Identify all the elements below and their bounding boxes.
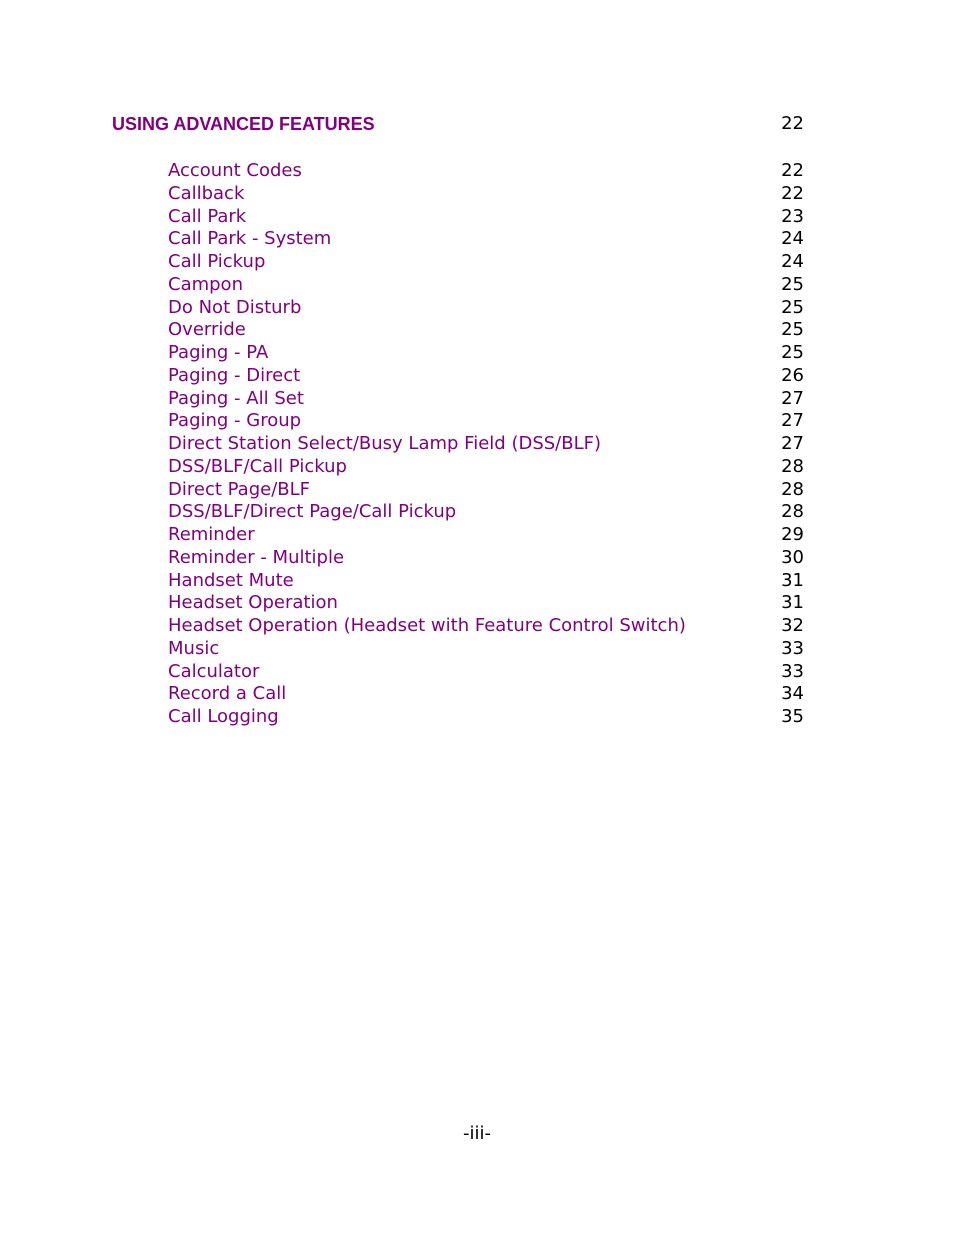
- toc-entry-campon: [168, 274, 804, 297]
- toc-entry-link[interactable]: Handset Mute: [168, 569, 294, 591]
- toc-entry-headset-operation: [168, 592, 804, 615]
- toc-entry-link[interactable]: Headset Operation (Headset with Feature Control Switch): [168, 615, 686, 636]
- toc-entry-call-park-system: [168, 228, 804, 251]
- toc-entry-page: 25: [781, 296, 804, 318]
- section-title-link[interactable]: USING ADVANCED FEATURES: [112, 114, 375, 134]
- toc-entry-paging-pa: [168, 342, 804, 365]
- toc-entry-link[interactable]: Reminder: [168, 524, 255, 545]
- toc-entry-do-not-disturb: [168, 297, 804, 320]
- toc-entry-direct-page-blf: [168, 479, 804, 502]
- toc-entry-page: 26: [781, 364, 804, 386]
- toc-entry-link[interactable]: DSS/BLF/Call Pickup: [168, 455, 347, 477]
- toc-entry-page: 31: [781, 592, 804, 614]
- toc-entry-page: 30: [781, 546, 804, 568]
- toc-list: [168, 160, 804, 729]
- toc-entry-link[interactable]: Music: [168, 637, 220, 659]
- toc-entry-dss-blf-call-pickup: [168, 456, 804, 479]
- toc-entry-page: 24: [781, 228, 804, 250]
- toc-entry-link[interactable]: Paging - Direct: [168, 364, 301, 386]
- toc-entry-page: 22: [781, 182, 804, 204]
- toc-entry-page: 34: [781, 683, 804, 705]
- toc-entry-page: 22: [781, 160, 804, 181]
- toc-entry-link[interactable]: Call Pickup: [168, 251, 266, 272]
- toc-entry-link[interactable]: Direct Page/BLF: [168, 478, 310, 500]
- toc-entry-dss-blf: [168, 433, 804, 456]
- toc-entry-link[interactable]: Callback: [168, 182, 245, 204]
- toc-entry-calculator: [168, 661, 804, 684]
- toc-entry-link[interactable]: Paging - All Set: [168, 387, 304, 409]
- toc-entry-link[interactable]: Record a Call: [168, 683, 287, 705]
- toc-entry-page: 32: [781, 615, 804, 636]
- toc-entry-callback: [168, 183, 804, 206]
- toc-entry-link[interactable]: DSS/BLF/Direct Page/Call Pickup: [168, 501, 457, 523]
- toc-entry-page: 33: [781, 637, 804, 659]
- toc-entry-page: 27: [781, 410, 804, 432]
- toc-entry-link[interactable]: Account Codes: [168, 160, 302, 181]
- toc-entry-link[interactable]: Call Logging: [168, 706, 279, 727]
- toc-entry-link[interactable]: Call Park: [168, 205, 247, 227]
- toc-entry-override: [168, 319, 804, 342]
- toc-entry-paging-all-set: [168, 388, 804, 411]
- toc-entry-paging-group: [168, 410, 804, 433]
- toc-entry-call-pickup: [168, 251, 804, 274]
- toc-entry-link[interactable]: Direct Station Select/Busy Lamp Field (DSS/BLF): [168, 433, 601, 454]
- section-page-number: 22: [781, 113, 804, 134]
- toc-entry-reminder-multiple: [168, 547, 804, 570]
- toc-entry-page: 24: [781, 251, 804, 272]
- toc-entry-link[interactable]: Campon: [168, 273, 243, 295]
- toc-entry-link[interactable]: Call Park - System: [168, 228, 332, 250]
- toc-entry-reminder: [168, 524, 804, 547]
- page-number-footer: -iii-: [463, 1123, 491, 1144]
- toc-entry-page: 27: [781, 433, 804, 454]
- toc-entry-page: 28: [781, 501, 804, 523]
- toc-entry-link[interactable]: Override: [168, 319, 246, 341]
- toc-entry-page: 25: [781, 273, 804, 295]
- toc-entry-paging-direct: [168, 365, 804, 388]
- toc-entry-link[interactable]: Calculator: [168, 660, 260, 682]
- toc-entry-account-codes: [168, 160, 804, 183]
- toc-entry-link[interactable]: Headset Operation: [168, 592, 338, 614]
- toc-entry-call-park: [168, 206, 804, 229]
- toc-section-heading: [112, 112, 804, 136]
- toc-entry-page: 25: [781, 342, 804, 363]
- toc-entry-page: 29: [781, 524, 804, 545]
- toc-entry-handset-mute: [168, 570, 804, 593]
- toc-entry-music: [168, 638, 804, 661]
- toc-entry-record-a-call: [168, 683, 804, 706]
- toc-entry-page: 35: [781, 706, 804, 727]
- toc-entry-page: 28: [781, 478, 804, 500]
- toc-entry-headset-operation-feature-switch: [168, 615, 804, 638]
- toc-entry-page: 23: [781, 205, 804, 227]
- toc-entry-link[interactable]: Reminder - Multiple: [168, 546, 345, 568]
- toc-entry-page: 31: [781, 569, 804, 591]
- toc-entry-dss-blf-direct-page-call-pickup: [168, 501, 804, 524]
- toc-entry-link[interactable]: Paging - PA: [168, 342, 269, 363]
- toc-entry-link[interactable]: Do Not Disturb: [168, 296, 302, 318]
- toc-entry-link[interactable]: Paging - Group: [168, 410, 302, 432]
- toc-entry-call-logging: [168, 706, 804, 729]
- toc-entry-page: 25: [781, 319, 804, 341]
- toc-entry-page: 28: [781, 455, 804, 477]
- toc-entry-page: 27: [781, 387, 804, 409]
- toc-entry-page: 33: [781, 660, 804, 682]
